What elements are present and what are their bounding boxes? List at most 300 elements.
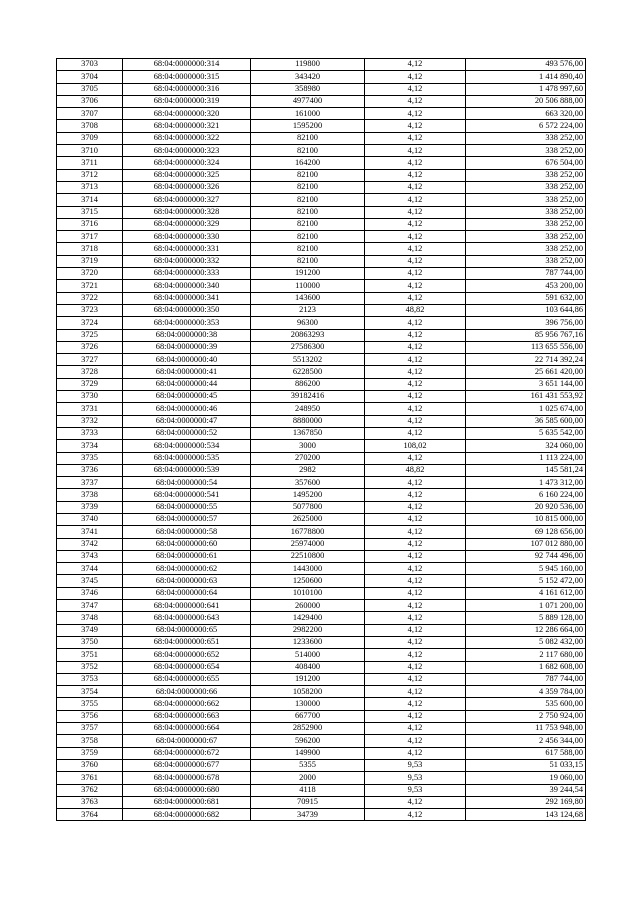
table-row (57, 391, 586, 403)
area-cell: 34739 (251, 809, 365, 821)
table-row (57, 280, 586, 292)
value-cell: 2 456 344,00 (466, 735, 586, 747)
rate-cell: 4,12 (365, 243, 466, 255)
value-cell: 1 071 200,00 (466, 600, 586, 612)
rate-cell: 4,12 (365, 341, 466, 353)
table-row (57, 772, 586, 784)
rate-cell: 4,12 (365, 181, 466, 193)
row-number-cell: 3746 (57, 587, 123, 599)
table-row (57, 415, 586, 427)
row-number-cell: 3704 (57, 71, 123, 83)
row-number-cell: 3726 (57, 341, 123, 353)
cadastral-number-cell: 68:04:0000000:333 (123, 268, 251, 280)
row-number-cell: 3734 (57, 440, 123, 452)
value-cell: 338 252,00 (466, 194, 586, 206)
rate-cell: 4,12 (365, 317, 466, 329)
row-number-cell: 3754 (57, 686, 123, 698)
row-number-cell: 3741 (57, 526, 123, 538)
rate-cell: 4,12 (365, 600, 466, 612)
value-cell: 5 635 542,00 (466, 427, 586, 439)
area-cell: 20863293 (251, 329, 365, 341)
value-cell: 19 060,00 (466, 772, 586, 784)
table-row (57, 181, 586, 193)
table-row (57, 206, 586, 218)
value-cell: 36 585 600,00 (466, 415, 586, 427)
rate-cell: 9,53 (365, 759, 466, 771)
area-cell: 27586300 (251, 341, 365, 353)
rate-cell: 4,12 (365, 513, 466, 525)
row-number-cell: 3706 (57, 95, 123, 107)
row-number-cell: 3739 (57, 501, 123, 513)
area-cell: 596200 (251, 735, 365, 747)
value-cell: 2 750 924,00 (466, 710, 586, 722)
rate-cell: 4,12 (365, 452, 466, 464)
cadastral-number-cell: 68:04:0000000:327 (123, 194, 251, 206)
cadastral-number-cell: 68:04:0000000:350 (123, 304, 251, 316)
value-cell: 787 744,00 (466, 673, 586, 685)
cadastral-number-cell: 68:04:0000000:55 (123, 501, 251, 513)
cadastral-number-cell: 68:04:0000000:681 (123, 796, 251, 808)
cadastral-number-cell: 68:04:0000000:324 (123, 157, 251, 169)
row-number-cell: 3743 (57, 550, 123, 562)
table-row (57, 403, 586, 415)
table-row (57, 526, 586, 538)
rate-cell: 108,02 (365, 440, 466, 452)
value-cell: 4 359 784,00 (466, 686, 586, 698)
table-row (57, 661, 586, 673)
table-row (57, 59, 586, 71)
cadastral-number-cell: 68:04:0000000:45 (123, 391, 251, 403)
cadastral-number-cell: 68:04:0000000:682 (123, 809, 251, 821)
cadastral-number-cell: 68:04:0000000:40 (123, 354, 251, 366)
row-number-cell: 3709 (57, 132, 123, 144)
row-number-cell: 3750 (57, 636, 123, 648)
rate-cell: 4,12 (365, 120, 466, 132)
row-number-cell: 3718 (57, 243, 123, 255)
cadastral-number-cell: 68:04:0000000:47 (123, 415, 251, 427)
area-cell: 358980 (251, 83, 365, 95)
area-cell: 3000 (251, 440, 365, 452)
area-cell: 82100 (251, 132, 365, 144)
rate-cell: 4,12 (365, 206, 466, 218)
table-row (57, 600, 586, 612)
area-cell: 1058200 (251, 686, 365, 698)
rate-cell: 4,12 (365, 415, 466, 427)
table-row (57, 563, 586, 575)
value-cell: 591 632,00 (466, 292, 586, 304)
area-cell: 1595200 (251, 120, 365, 132)
row-number-cell: 3764 (57, 809, 123, 821)
table-row (57, 710, 586, 722)
cadastral-number-cell: 68:04:0000000:325 (123, 169, 251, 181)
cadastral-number-cell: 68:04:0000000:66 (123, 686, 251, 698)
table-row (57, 735, 586, 747)
area-cell: 1367850 (251, 427, 365, 439)
rate-cell: 4,12 (365, 268, 466, 280)
cadastral-number-cell: 68:04:0000000:680 (123, 784, 251, 796)
cadastral-number-cell: 68:04:0000000:64 (123, 587, 251, 599)
rate-cell: 4,12 (365, 59, 466, 71)
row-number-cell: 3711 (57, 157, 123, 169)
cadastral-number-cell: 68:04:0000000:63 (123, 575, 251, 587)
row-number-cell: 3744 (57, 563, 123, 575)
row-number-cell: 3720 (57, 268, 123, 280)
value-cell: 39 244,54 (466, 784, 586, 796)
area-cell: 96300 (251, 317, 365, 329)
table-row (57, 157, 586, 169)
rate-cell: 4,12 (365, 108, 466, 120)
area-cell: 143600 (251, 292, 365, 304)
rate-cell: 4,12 (365, 378, 466, 390)
cadastral-number-cell: 68:04:0000000:321 (123, 120, 251, 132)
row-number-cell: 3732 (57, 415, 123, 427)
row-number-cell: 3759 (57, 747, 123, 759)
row-number-cell: 3755 (57, 698, 123, 710)
value-cell: 20 920 536,00 (466, 501, 586, 513)
value-cell: 4 161 612,00 (466, 587, 586, 599)
rate-cell: 4,12 (365, 735, 466, 747)
row-number-cell: 3722 (57, 292, 123, 304)
rate-cell: 4,12 (365, 95, 466, 107)
table-row (57, 575, 586, 587)
value-cell: 324 060,00 (466, 440, 586, 452)
area-cell: 5077800 (251, 501, 365, 513)
value-cell: 1 414 890,40 (466, 71, 586, 83)
cadastral-number-cell: 68:04:0000000:353 (123, 317, 251, 329)
area-cell: 82100 (251, 243, 365, 255)
value-cell: 25 661 420,00 (466, 366, 586, 378)
row-number-cell: 3723 (57, 304, 123, 316)
cadastral-number-cell: 68:04:0000000:664 (123, 723, 251, 735)
cadastral-number-cell: 68:04:0000000:316 (123, 83, 251, 95)
table-row (57, 501, 586, 513)
cadastral-number-cell: 68:04:0000000:663 (123, 710, 251, 722)
row-number-cell: 3735 (57, 452, 123, 464)
rate-cell: 4,12 (365, 157, 466, 169)
cadastral-number-cell: 68:04:0000000:58 (123, 526, 251, 538)
row-number-cell: 3712 (57, 169, 123, 181)
area-cell: 22510800 (251, 550, 365, 562)
cadastral-number-cell: 68:04:0000000:643 (123, 612, 251, 624)
area-cell: 82100 (251, 206, 365, 218)
table-row (57, 366, 586, 378)
table-row (57, 255, 586, 267)
area-cell: 2982200 (251, 624, 365, 636)
cadastral-number-cell: 68:04:0000000:39 (123, 341, 251, 353)
area-cell: 408400 (251, 661, 365, 673)
area-cell: 39182416 (251, 391, 365, 403)
area-cell: 1010100 (251, 587, 365, 599)
area-cell: 82100 (251, 255, 365, 267)
value-cell: 5 152 472,00 (466, 575, 586, 587)
table-row (57, 464, 586, 476)
row-number-cell: 3708 (57, 120, 123, 132)
row-number-cell: 3710 (57, 145, 123, 157)
row-number-cell: 3745 (57, 575, 123, 587)
row-number-cell: 3760 (57, 759, 123, 771)
cadastral-number-cell: 68:04:0000000:62 (123, 563, 251, 575)
row-number-cell: 3719 (57, 255, 123, 267)
area-cell: 5355 (251, 759, 365, 771)
row-number-cell: 3730 (57, 391, 123, 403)
table-row (57, 243, 586, 255)
area-cell: 248950 (251, 403, 365, 415)
table-row (57, 83, 586, 95)
cadastral-number-cell: 68:04:0000000:52 (123, 427, 251, 439)
table-row (57, 378, 586, 390)
rate-cell: 4,12 (365, 132, 466, 144)
value-cell: 338 252,00 (466, 218, 586, 230)
area-cell: 2625000 (251, 513, 365, 525)
table-row (57, 452, 586, 464)
area-cell: 1443000 (251, 563, 365, 575)
row-number-cell: 3717 (57, 231, 123, 243)
rate-cell: 4,12 (365, 391, 466, 403)
cadastral-number-cell: 68:04:0000000:320 (123, 108, 251, 120)
row-number-cell: 3740 (57, 513, 123, 525)
row-number-cell: 3725 (57, 329, 123, 341)
rate-cell: 4,12 (365, 636, 466, 648)
table-row (57, 796, 586, 808)
area-cell: 5513202 (251, 354, 365, 366)
rate-cell: 4,12 (365, 575, 466, 587)
area-cell: 667700 (251, 710, 365, 722)
table-row (57, 477, 586, 489)
value-cell: 535 600,00 (466, 698, 586, 710)
table-row (57, 698, 586, 710)
value-cell: 6 160 224,00 (466, 489, 586, 501)
row-number-cell: 3749 (57, 624, 123, 636)
row-number-cell: 3762 (57, 784, 123, 796)
area-cell: 16778800 (251, 526, 365, 538)
table-row (57, 194, 586, 206)
row-number-cell: 3758 (57, 735, 123, 747)
table-row (57, 292, 586, 304)
table-row (57, 636, 586, 648)
rate-cell: 4,12 (365, 489, 466, 501)
area-cell: 191200 (251, 268, 365, 280)
rate-cell: 4,12 (365, 280, 466, 292)
value-cell: 1 113 224,00 (466, 452, 586, 464)
area-cell: 161000 (251, 108, 365, 120)
rate-cell: 48,82 (365, 464, 466, 476)
table-row (57, 341, 586, 353)
rate-cell: 4,12 (365, 403, 466, 415)
area-cell: 2123 (251, 304, 365, 316)
rate-cell: 4,12 (365, 612, 466, 624)
cadastral-number-cell: 68:04:0000000:41 (123, 366, 251, 378)
cadastral-number-cell: 68:04:0000000:340 (123, 280, 251, 292)
row-number-cell: 3752 (57, 661, 123, 673)
area-cell: 1250600 (251, 575, 365, 587)
area-cell: 130000 (251, 698, 365, 710)
value-cell: 10 815 000,00 (466, 513, 586, 525)
rate-cell: 4,12 (365, 538, 466, 550)
cadastral-number-cell: 68:04:0000000:341 (123, 292, 251, 304)
rate-cell: 4,12 (365, 255, 466, 267)
table-row (57, 649, 586, 661)
rate-cell: 4,12 (365, 686, 466, 698)
row-number-cell: 3728 (57, 366, 123, 378)
cadastral-number-cell: 68:04:0000000:677 (123, 759, 251, 771)
rate-cell: 4,12 (365, 477, 466, 489)
rate-cell: 4,12 (365, 292, 466, 304)
cadastral-number-cell: 68:04:0000000:67 (123, 735, 251, 747)
area-cell: 82100 (251, 218, 365, 230)
rate-cell: 4,12 (365, 366, 466, 378)
table-row (57, 231, 586, 243)
value-cell: 1 682 608,00 (466, 661, 586, 673)
area-cell: 164200 (251, 157, 365, 169)
row-number-cell: 3738 (57, 489, 123, 501)
area-cell: 82100 (251, 169, 365, 181)
cadastral-number-cell: 68:04:0000000:65 (123, 624, 251, 636)
cadastral-number-cell: 68:04:0000000:322 (123, 132, 251, 144)
table-row (57, 329, 586, 341)
table-row (57, 538, 586, 550)
cadastral-number-cell: 68:04:0000000:60 (123, 538, 251, 550)
area-cell: 270200 (251, 452, 365, 464)
value-cell: 85 956 767,16 (466, 329, 586, 341)
rate-cell: 4,12 (365, 218, 466, 230)
row-number-cell: 3751 (57, 649, 123, 661)
rate-cell: 4,12 (365, 710, 466, 722)
value-cell: 3 651 144,00 (466, 378, 586, 390)
row-number-cell: 3703 (57, 59, 123, 71)
rate-cell: 4,12 (365, 661, 466, 673)
cadastral-number-cell: 68:04:0000000:654 (123, 661, 251, 673)
cadastral-number-cell: 68:04:0000000:539 (123, 464, 251, 476)
area-cell: 886200 (251, 378, 365, 390)
value-cell: 92 744 496,00 (466, 550, 586, 562)
rate-cell: 4,12 (365, 83, 466, 95)
area-cell: 260000 (251, 600, 365, 612)
cadastral-number-cell: 68:04:0000000:319 (123, 95, 251, 107)
value-cell: 11 753 948,00 (466, 723, 586, 735)
rate-cell: 4,12 (365, 796, 466, 808)
value-cell: 2 117 680,00 (466, 649, 586, 661)
table-row (57, 550, 586, 562)
area-cell: 70915 (251, 796, 365, 808)
area-cell: 6228500 (251, 366, 365, 378)
value-cell: 617 588,00 (466, 747, 586, 759)
value-cell: 12 286 664,00 (466, 624, 586, 636)
value-cell: 676 504,00 (466, 157, 586, 169)
rate-cell: 4,12 (365, 231, 466, 243)
cadastral-number-cell: 68:04:0000000:44 (123, 378, 251, 390)
table-row (57, 132, 586, 144)
value-cell: 161 431 553,92 (466, 391, 586, 403)
cadastral-number-cell: 68:04:0000000:329 (123, 218, 251, 230)
rate-cell: 9,53 (365, 784, 466, 796)
row-number-cell: 3761 (57, 772, 123, 784)
cadastral-value-table (56, 58, 586, 821)
rate-cell: 4,12 (365, 563, 466, 575)
value-cell: 493 576,00 (466, 59, 586, 71)
cadastral-number-cell: 68:04:0000000:57 (123, 513, 251, 525)
row-number-cell: 3747 (57, 600, 123, 612)
row-number-cell: 3714 (57, 194, 123, 206)
value-cell: 453 200,00 (466, 280, 586, 292)
table-row (57, 268, 586, 280)
table-row (57, 686, 586, 698)
rate-cell: 4,12 (365, 427, 466, 439)
table-row (57, 145, 586, 157)
value-cell: 663 320,00 (466, 108, 586, 120)
table-row (57, 624, 586, 636)
value-cell: 143 124,68 (466, 809, 586, 821)
rate-cell: 4,12 (365, 71, 466, 83)
cadastral-number-cell: 68:04:0000000:332 (123, 255, 251, 267)
row-number-cell: 3705 (57, 83, 123, 95)
area-cell: 2982 (251, 464, 365, 476)
row-number-cell: 3713 (57, 181, 123, 193)
value-cell: 103 644,86 (466, 304, 586, 316)
cadastral-number-cell: 68:04:0000000:331 (123, 243, 251, 255)
cadastral-number-cell: 68:04:0000000:323 (123, 145, 251, 157)
value-cell: 6 572 224,00 (466, 120, 586, 132)
area-cell: 1495200 (251, 489, 365, 501)
table-row (57, 673, 586, 685)
area-cell: 357600 (251, 477, 365, 489)
area-cell: 2000 (251, 772, 365, 784)
table-row (57, 784, 586, 796)
table-row (57, 513, 586, 525)
rate-cell: 4,12 (365, 587, 466, 599)
row-number-cell: 3753 (57, 673, 123, 685)
table-row (57, 95, 586, 107)
table-row (57, 809, 586, 821)
value-cell: 5 945 160,00 (466, 563, 586, 575)
area-cell: 149900 (251, 747, 365, 759)
cadastral-number-cell: 68:04:0000000:651 (123, 636, 251, 648)
row-number-cell: 3736 (57, 464, 123, 476)
value-cell: 1 025 674,00 (466, 403, 586, 415)
table-row (57, 354, 586, 366)
rate-cell: 4,12 (365, 673, 466, 685)
cadastral-number-cell: 68:04:0000000:315 (123, 71, 251, 83)
cadastral-number-cell: 68:04:0000000:328 (123, 206, 251, 218)
table-row (57, 612, 586, 624)
row-number-cell: 3707 (57, 108, 123, 120)
area-cell: 4118 (251, 784, 365, 796)
value-cell: 145 581,24 (466, 464, 586, 476)
rate-cell: 4,12 (365, 526, 466, 538)
area-cell: 110000 (251, 280, 365, 292)
table-row (57, 723, 586, 735)
row-number-cell: 3716 (57, 218, 123, 230)
rate-cell: 4,12 (365, 809, 466, 821)
cadastral-number-cell: 68:04:0000000:326 (123, 181, 251, 193)
rate-cell: 48,82 (365, 304, 466, 316)
value-cell: 338 252,00 (466, 169, 586, 181)
value-cell: 5 889 128,00 (466, 612, 586, 624)
rate-cell: 4,12 (365, 723, 466, 735)
rate-cell: 4,12 (365, 550, 466, 562)
area-cell: 8880000 (251, 415, 365, 427)
table-row (57, 120, 586, 132)
cadastral-number-cell: 68:04:0000000:38 (123, 329, 251, 341)
area-cell: 1429400 (251, 612, 365, 624)
rate-cell: 4,12 (365, 501, 466, 513)
table-row (57, 218, 586, 230)
area-cell: 4977400 (251, 95, 365, 107)
value-cell: 69 128 656,00 (466, 526, 586, 538)
row-number-cell: 3742 (57, 538, 123, 550)
value-cell: 338 252,00 (466, 243, 586, 255)
value-cell: 338 252,00 (466, 206, 586, 218)
area-cell: 82100 (251, 145, 365, 157)
